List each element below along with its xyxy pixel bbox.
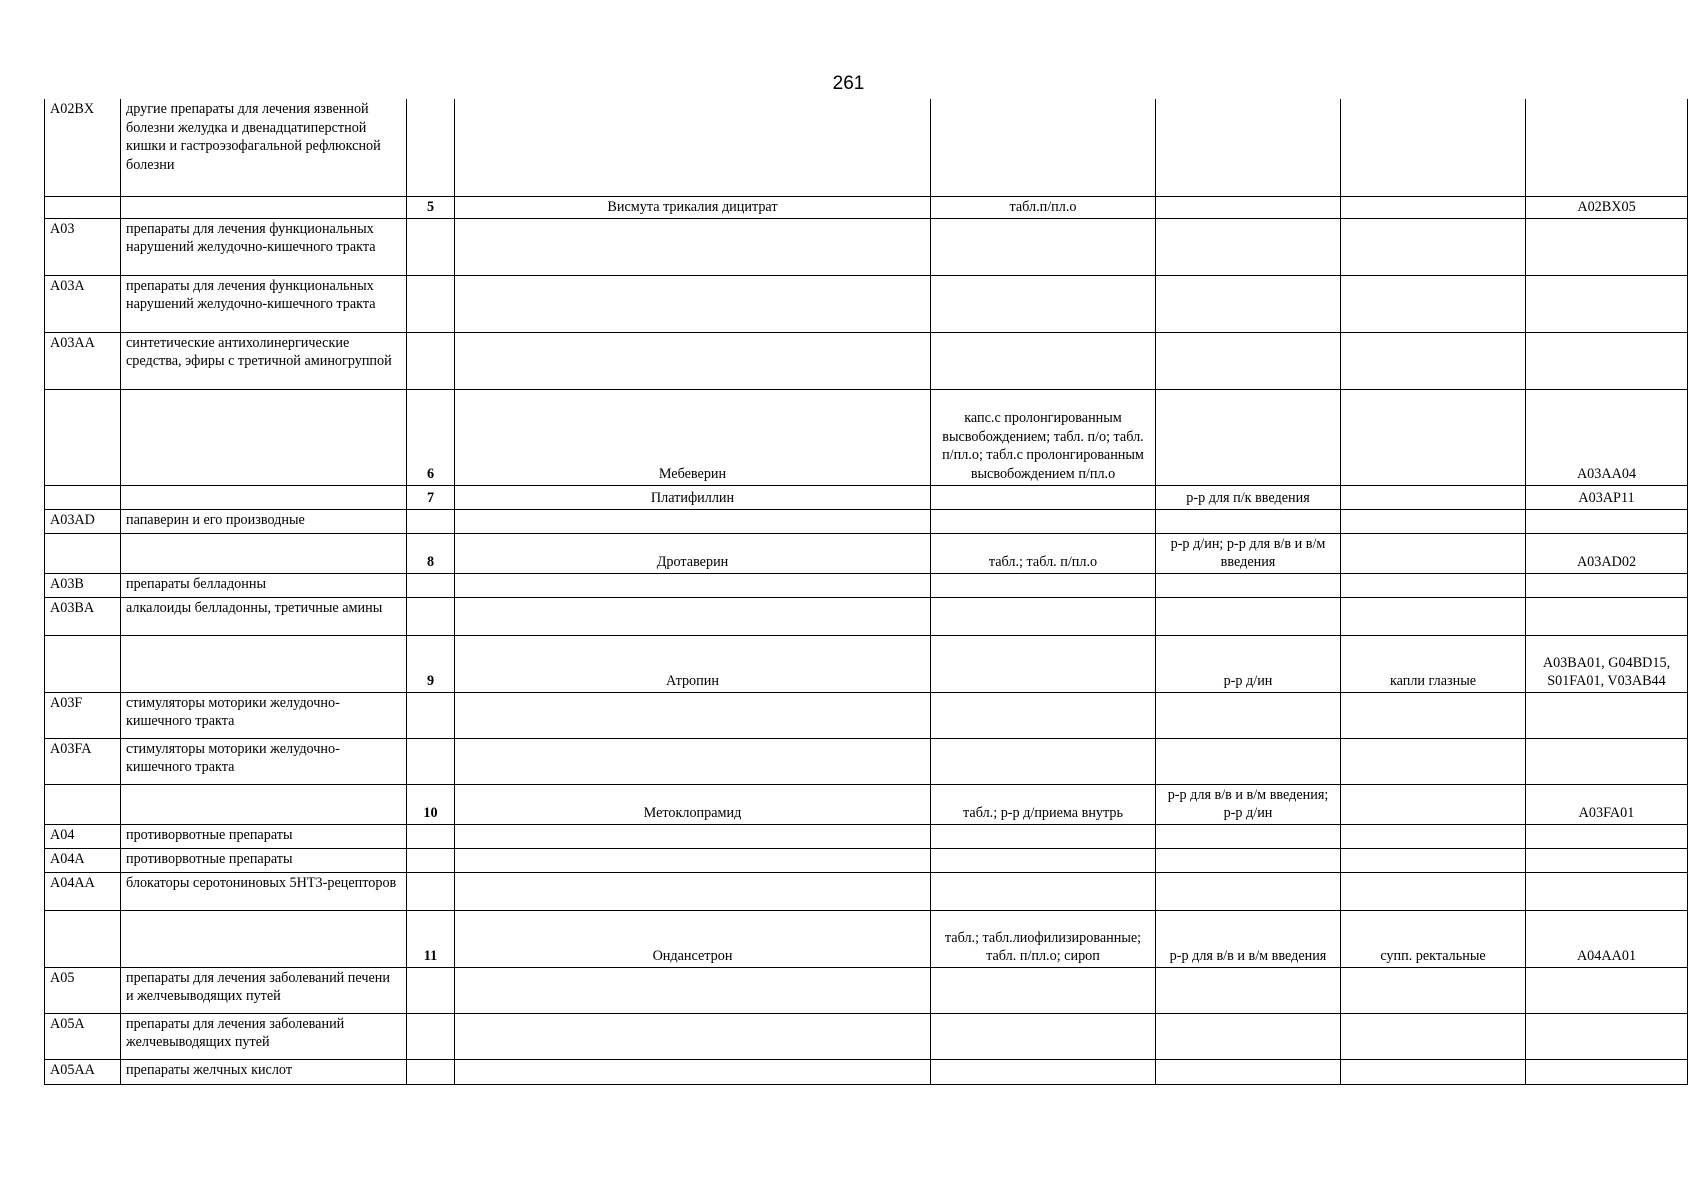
dosage-form-oral <box>931 597 1156 635</box>
drug-row <box>45 910 1688 967</box>
dosage-form-oral: табл.; табл. п/пл.о <box>931 533 1156 573</box>
group-description: препараты для лечения заболеваний желчевыводящих путей <box>121 1013 407 1059</box>
dosage-form-injection: р-р для в/в и в/м введения; р-р д/ин <box>1156 784 1341 824</box>
group-description: противорвотные препараты <box>121 824 407 848</box>
row-number: 5 <box>407 196 455 218</box>
row-number <box>407 967 455 1013</box>
atc-group-code: A05 <box>45 967 121 1013</box>
dosage-form-injection: р-р д/ин <box>1156 635 1341 692</box>
atc-group-code: A03 <box>45 218 121 275</box>
dosage-form-other <box>1341 1059 1526 1084</box>
atc-group-code <box>45 910 121 967</box>
dosage-form-other <box>1341 824 1526 848</box>
group-row <box>45 848 1688 872</box>
atc-group-code: A05A <box>45 1013 121 1059</box>
dosage-form-other <box>1341 218 1526 275</box>
dosage-form-oral <box>931 872 1156 910</box>
dosage-form-other: супп. ректальные <box>1341 910 1526 967</box>
dosage-form-injection <box>1156 196 1341 218</box>
drug-row <box>45 635 1688 692</box>
atc-group-code <box>45 389 121 485</box>
group-row <box>45 573 1688 597</box>
dosage-form-injection: р-р д/ин; р-р для в/в и в/м введения <box>1156 533 1341 573</box>
group-description: стимуляторы моторики желудочно-кишечного тракта <box>121 692 407 738</box>
atc-group-code: A04A <box>45 848 121 872</box>
atc-group-code: A03AD <box>45 509 121 533</box>
dosage-form-oral: табл.п/пл.о <box>931 196 1156 218</box>
dosage-form-oral <box>931 218 1156 275</box>
drug-name <box>455 332 931 389</box>
drug-name <box>455 967 931 1013</box>
atc-group-code: A03BA <box>45 597 121 635</box>
atc-code <box>1526 573 1688 597</box>
drug-table <box>44 99 1688 1085</box>
atc-code <box>1526 1013 1688 1059</box>
page-number: 261 <box>832 73 865 94</box>
table-body <box>45 99 1688 1084</box>
dosage-form-oral <box>931 738 1156 784</box>
atc-code <box>1526 848 1688 872</box>
drug-name <box>455 99 931 196</box>
row-number <box>407 1013 455 1059</box>
atc-code <box>1526 738 1688 784</box>
dosage-form-other <box>1341 848 1526 872</box>
dosage-form-other <box>1341 692 1526 738</box>
atc-code: A04AA01 <box>1526 910 1688 967</box>
row-number <box>407 848 455 872</box>
group-description: блокаторы серотониновых 5HT3-рецепторов <box>121 872 407 910</box>
dosage-form-oral <box>931 635 1156 692</box>
row-number: 6 <box>407 389 455 485</box>
group-row <box>45 99 1688 196</box>
dosage-form-oral: табл.; табл.лиофилизированные; табл. п/пл.о; сироп <box>931 910 1156 967</box>
group-row <box>45 332 1688 389</box>
group-row <box>45 218 1688 275</box>
atc-group-code <box>45 784 121 824</box>
dosage-form-other <box>1341 275 1526 332</box>
group-description: стимуляторы моторики желудочно-кишечного тракта <box>121 738 407 784</box>
dosage-form-injection: р-р для в/в и в/м введения <box>1156 910 1341 967</box>
atc-code <box>1526 967 1688 1013</box>
group-description: препараты желчных кислот <box>121 1059 407 1084</box>
row-number <box>407 99 455 196</box>
dosage-form-injection <box>1156 509 1341 533</box>
atc-code <box>1526 99 1688 196</box>
drug-row <box>45 389 1688 485</box>
dosage-form-oral <box>931 573 1156 597</box>
atc-group-code: A04AA <box>45 872 121 910</box>
atc-group-code <box>45 533 121 573</box>
dosage-form-injection <box>1156 275 1341 332</box>
dosage-form-other <box>1341 967 1526 1013</box>
atc-code: A03AP11 <box>1526 485 1688 509</box>
drug-name: Платифиллин <box>455 485 931 509</box>
dosage-form-other <box>1341 784 1526 824</box>
dosage-form-injection <box>1156 573 1341 597</box>
group-row <box>45 967 1688 1013</box>
group-description <box>121 485 407 509</box>
drug-name <box>455 573 931 597</box>
dosage-form-injection <box>1156 389 1341 485</box>
group-row <box>45 738 1688 784</box>
row-number <box>407 332 455 389</box>
drug-name: Мебеверин <box>455 389 931 485</box>
drug-name: Дротаверин <box>455 533 931 573</box>
atc-group-code: A03B <box>45 573 121 597</box>
dosage-form-other <box>1341 196 1526 218</box>
atc-code: A03FA01 <box>1526 784 1688 824</box>
atc-code: A03AD02 <box>1526 533 1688 573</box>
atc-group-code: A02BX <box>45 99 121 196</box>
dosage-form-oral <box>931 1013 1156 1059</box>
dosage-form-other <box>1341 738 1526 784</box>
atc-code <box>1526 824 1688 848</box>
drug-name <box>455 509 931 533</box>
atc-code <box>1526 597 1688 635</box>
dosage-form-oral <box>931 824 1156 848</box>
row-number <box>407 692 455 738</box>
atc-group-code <box>45 196 121 218</box>
group-description: противорвотные препараты <box>121 848 407 872</box>
dosage-form-oral: табл.; р-р д/приема внутрь <box>931 784 1156 824</box>
drug-row <box>45 485 1688 509</box>
dosage-form-oral <box>931 485 1156 509</box>
row-number: 11 <box>407 910 455 967</box>
dosage-form-oral <box>931 692 1156 738</box>
dosage-form-injection <box>1156 597 1341 635</box>
dosage-form-injection <box>1156 692 1341 738</box>
dosage-form-oral: капс.с пролонгированным высвобождением; табл. п/о; табл. п/пл.о; табл.с пролонгированным высвобождением п/пл.о <box>931 389 1156 485</box>
group-description: препараты белладонны <box>121 573 407 597</box>
atc-group-code: A04 <box>45 824 121 848</box>
group-row <box>45 872 1688 910</box>
drug-name <box>455 692 931 738</box>
atc-group-code: A03AA <box>45 332 121 389</box>
dosage-form-other <box>1341 99 1526 196</box>
drug-row <box>45 533 1688 573</box>
dosage-form-other <box>1341 597 1526 635</box>
atc-group-code: A05AA <box>45 1059 121 1084</box>
atc-code: A03BA01, G04BD15, S01FA01, V03AB44 <box>1526 635 1688 692</box>
group-row <box>45 597 1688 635</box>
row-number <box>407 824 455 848</box>
row-number <box>407 738 455 784</box>
atc-code <box>1526 332 1688 389</box>
drug-row <box>45 784 1688 824</box>
dosage-form-other <box>1341 332 1526 389</box>
row-number <box>407 509 455 533</box>
group-row <box>45 824 1688 848</box>
group-description <box>121 389 407 485</box>
dosage-form-other <box>1341 485 1526 509</box>
dosage-form-oral <box>931 1059 1156 1084</box>
group-description <box>121 635 407 692</box>
group-row <box>45 1013 1688 1059</box>
group-description: препараты для лечения функциональных нарушений желудочно-кишечного тракта <box>121 218 407 275</box>
dosage-form-other <box>1341 533 1526 573</box>
drug-name <box>455 872 931 910</box>
group-description: препараты для лечения функциональных нарушений желудочно-кишечного тракта <box>121 275 407 332</box>
dosage-form-oral <box>931 99 1156 196</box>
dosage-form-injection <box>1156 872 1341 910</box>
row-number: 10 <box>407 784 455 824</box>
drug-row <box>45 196 1688 218</box>
dosage-form-other: капли глазные <box>1341 635 1526 692</box>
atc-group-code <box>45 635 121 692</box>
row-number <box>407 275 455 332</box>
dosage-form-injection <box>1156 1013 1341 1059</box>
atc-code <box>1526 872 1688 910</box>
group-row <box>45 692 1688 738</box>
drug-name: Висмута трикалия дицитрат <box>455 196 931 218</box>
dosage-form-injection <box>1156 738 1341 784</box>
dosage-form-injection <box>1156 218 1341 275</box>
drug-name <box>455 848 931 872</box>
group-description: синтетические антихолинергические средства, эфиры с третичной аминогруппой <box>121 332 407 389</box>
dosage-form-oral <box>931 848 1156 872</box>
group-description <box>121 910 407 967</box>
group-description <box>121 784 407 824</box>
group-description: папаверин и его производные <box>121 509 407 533</box>
row-number <box>407 872 455 910</box>
group-row <box>45 1059 1688 1084</box>
dosage-form-other <box>1341 872 1526 910</box>
row-number: 8 <box>407 533 455 573</box>
atc-code: A03AA04 <box>1526 389 1688 485</box>
drug-name <box>455 1013 931 1059</box>
drug-name <box>455 275 931 332</box>
row-number <box>407 218 455 275</box>
row-number <box>407 1059 455 1084</box>
dosage-form-other <box>1341 1013 1526 1059</box>
atc-group-code: A03A <box>45 275 121 332</box>
drug-name <box>455 218 931 275</box>
group-row <box>45 275 1688 332</box>
dosage-form-other <box>1341 573 1526 597</box>
dosage-form-injection <box>1156 99 1341 196</box>
dosage-form-injection: р-р для п/к введения <box>1156 485 1341 509</box>
dosage-form-injection <box>1156 1059 1341 1084</box>
drug-name <box>455 738 931 784</box>
dosage-form-other <box>1341 509 1526 533</box>
atc-code: A02BX05 <box>1526 196 1688 218</box>
dosage-form-oral <box>931 275 1156 332</box>
group-description: препараты для лечения заболеваний печени и желчевыводящих путей <box>121 967 407 1013</box>
group-description: алкалоиды белладонны, третичные амины <box>121 597 407 635</box>
dosage-form-injection <box>1156 332 1341 389</box>
atc-group-code: A03FA <box>45 738 121 784</box>
drug-name: Атропин <box>455 635 931 692</box>
dosage-form-injection <box>1156 824 1341 848</box>
atc-code <box>1526 218 1688 275</box>
group-description <box>121 533 407 573</box>
dosage-form-injection <box>1156 967 1341 1013</box>
row-number <box>407 597 455 635</box>
group-description <box>121 196 407 218</box>
row-number: 9 <box>407 635 455 692</box>
drug-name: Метоклопрамид <box>455 784 931 824</box>
dosage-form-other <box>1341 389 1526 485</box>
drug-name <box>455 824 931 848</box>
drug-name: Ондансетрон <box>455 910 931 967</box>
row-number <box>407 573 455 597</box>
dosage-form-oral <box>931 332 1156 389</box>
atc-code <box>1526 275 1688 332</box>
drug-name <box>455 597 931 635</box>
atc-group-code: A03F <box>45 692 121 738</box>
dosage-form-oral <box>931 967 1156 1013</box>
group-row <box>45 509 1688 533</box>
dosage-form-injection <box>1156 848 1341 872</box>
drug-name <box>455 1059 931 1084</box>
row-number: 7 <box>407 485 455 509</box>
dosage-form-oral <box>931 509 1156 533</box>
atc-code <box>1526 509 1688 533</box>
atc-group-code <box>45 485 121 509</box>
group-description: другие препараты для лечения язвенной болезни желудка и двенадцатиперстной кишки и гастроэзофагальной рефлюксной болезни <box>121 99 407 196</box>
atc-code <box>1526 1059 1688 1084</box>
atc-code <box>1526 692 1688 738</box>
